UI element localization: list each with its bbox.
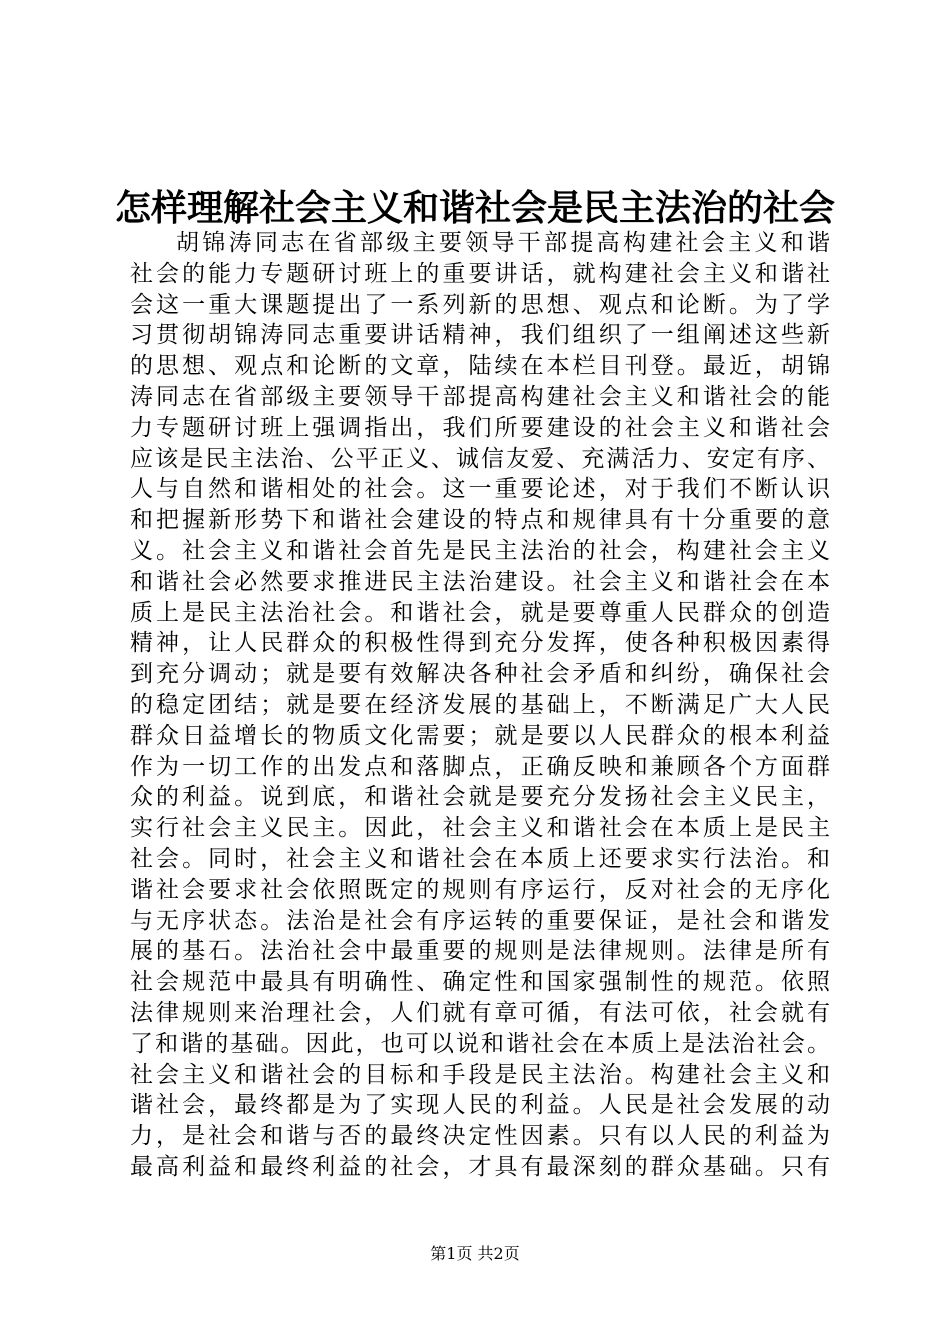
text-line: 了和谐的基础。因此，也可以说和谐社会在本质上是法治社会。	[130, 1030, 830, 1057]
text-line: 和谐社会必然要求推进民主法治建设。社会主义和谐社会在本	[130, 568, 830, 595]
text-line: 社会规范中最具有明确性、确定性和国家强制性的规范。依照	[130, 969, 830, 996]
body-paragraph	[130, 228, 830, 1183]
text-line: 质上是民主法治社会。和谐社会，就是要尊重人民群众的创造	[130, 599, 830, 626]
text-line: 到充分调动；就是要有效解决各种社会矛盾和纠纷，确保社会	[130, 661, 830, 688]
text-line: 作为一切工作的出发点和落脚点，正确反映和兼顾各个方面群	[130, 753, 830, 780]
text-line: 最高利益和最终利益的社会，才具有最深刻的群众基础。只有	[130, 1153, 830, 1180]
text-line: 人与自然和谐相处的社会。这一重要论述，对于我们不断认识	[130, 476, 830, 503]
text-line: 义。社会主义和谐社会首先是民主法治的社会，构建社会主义	[130, 537, 830, 564]
text-line: 谐社会，最终都是为了实现人民的利益。人民是社会发展的动	[130, 1092, 830, 1119]
text-line: 社会主义和谐社会的目标和手段是民主法治。构建社会主义和	[130, 1061, 830, 1088]
text-line: 与无序状态。法治是社会有序运转的重要保证，是社会和谐发	[130, 907, 830, 934]
text-line: 精神，让人民群众的积极性得到充分发挥，使各种积极因素得	[130, 630, 830, 657]
text-line: 社会。同时，社会主义和谐社会在本质上还要求实行法治。和	[130, 845, 830, 872]
text-line: 谐社会要求社会依照既定的规则有序运行，反对社会的无序化	[130, 876, 830, 903]
text-line: 涛同志在省部级主要领导干部提高构建社会主义和谐社会的能	[130, 383, 830, 410]
page-title: 怎样理解社会主义和谐社会是民主法治的社会	[114, 187, 835, 229]
page-number: 第1页 共2页	[430, 1244, 520, 1263]
text-line: 会这一重大课题提出了一系列新的思想、观点和论断。为了学	[130, 291, 830, 318]
text-line: 和把握新形势下和谐社会建设的特点和规律具有十分重要的意	[130, 507, 830, 534]
text-line: 力，是社会和谐与否的最终决定性因素。只有以人民的利益为	[130, 1123, 830, 1150]
text-line: 应该是民主法治、公平正义、诚信友爱、充满活力、安定有序、	[130, 445, 830, 472]
text-line: 习贯彻胡锦涛同志重要讲话精神，我们组织了一组阐述这些新	[130, 322, 830, 349]
text-line: 社会的能力专题研讨班上的重要讲话，就构建社会主义和谐社	[130, 260, 830, 287]
text-line: 的思想、观点和论断的文章，陆续在本栏目刊登。最近，胡锦	[130, 353, 830, 380]
text-line: 法律规则来治理社会，人们就有章可循，有法可依，社会就有	[130, 999, 830, 1026]
text-line: 群众日益增长的物质文化需要；就是要以人民群众的根本利益	[130, 722, 830, 749]
text-line: 力专题研讨班上强调指出，我们所要建设的社会主义和谐社会	[130, 414, 830, 441]
text-line: 胡锦涛同志在省部级主要领导干部提高构建社会主义和谐	[176, 230, 830, 256]
text-line: 实行社会主义民主。因此，社会主义和谐社会在本质上是民主	[130, 815, 830, 842]
text-line: 的稳定团结；就是要在经济发展的基础上，不断满足广大人民	[130, 691, 830, 718]
text-line: 众的利益。说到底，和谐社会就是要充分发扬社会主义民主，	[130, 784, 830, 811]
text-line: 展的基石。法治社会中最重要的规则是法律规则。法律是所有	[130, 938, 830, 965]
